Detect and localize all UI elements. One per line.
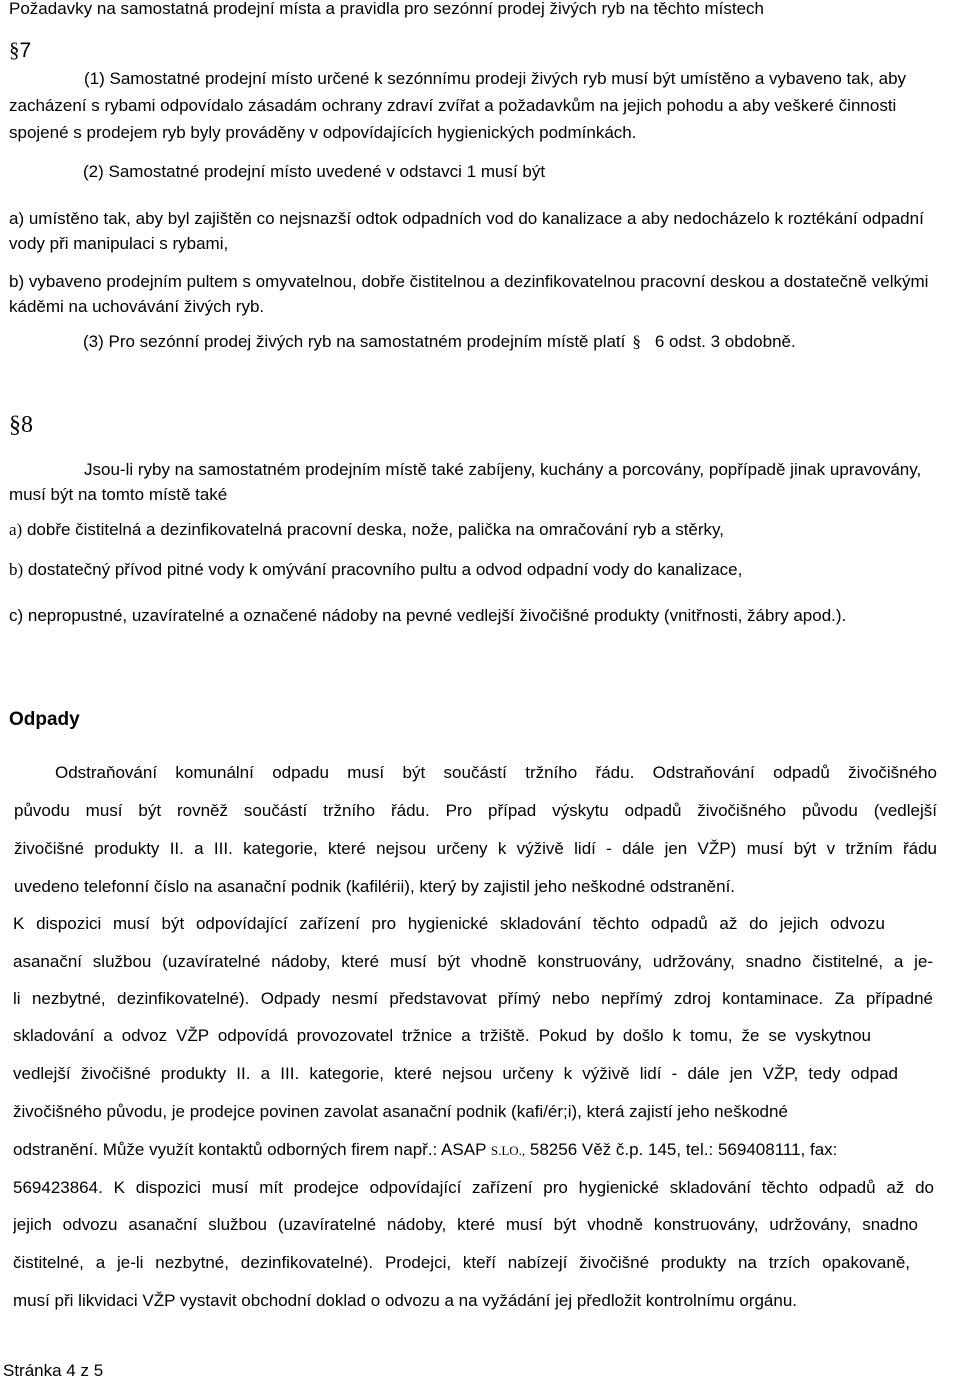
section-symbol: § [9,412,21,438]
page-footer: Stránka 4 z 5 [3,1361,104,1380]
item-b-marker: b) [9,560,24,579]
odpady-line: uvedeno telefonní číslo na asanační podnik (kafilérii), který by zajistil jeho neškodné odstranění. [14,877,736,896]
odpady-contact-line [13,1140,837,1160]
odpady-line: čistitelné, a je-li nezbytné, dezinfikovatelné). Prodejci, kteří nabízejí živočišné produkty na trzích opakovaně, [13,1253,910,1272]
section-symbol: § [9,38,20,62]
company-suffix: S.LO., [490,1143,526,1158]
section-7-heading [9,38,31,63]
paragraph-3-section-symbol: § [632,332,641,351]
odpady-line: li nezbytné, dezinfikovatelné). Odpady nesmí představovat přímý nebo nepřímý zdroj kontaminace. Za případné [13,989,933,1008]
section-8-intro: Jsou-li ryby na samostatném prodejním místě také zabíjeny, kuchány a porcovány, popřípadě jinak upravovány, musí být na tomto místě také [9,460,922,504]
section-7-item-a: a) umístěno tak, aby byl zajištěn co nejsnazší odtok odpadních vod do kanalizace a aby nedocházelo k roztékání odpadní vody při manipulaci s rybami, [9,209,924,253]
item-a-marker: a) [9,520,23,539]
odpady-line: vedlejší živočišné produkty II. a III. kategorie, které nejsou určeny k výživě lidí - dále jen VŽP, tedy odpad [13,1064,898,1083]
section-7-paragraph-2: (2) Samostatné prodejní místo uvedené v odstavci 1 musí být [83,162,546,181]
odpady-line: původu musí být rovněž součástí tržního řádu. Pro případ výskytu odpadů živočišného původu (vedlejší [14,801,937,820]
section-8-item-b [9,560,742,580]
odpady-line: živočišné produkty II. a III. kategorie, které nejsou určeny k výživě lidí - dále jen VŽP) musí být v tržním řádu [14,839,937,858]
section-number: 8 [21,412,33,438]
odpady-line: asanační službou (uzavíratelné nádoby, které musí být vhodně konstruovány, udržovány, snadno čistitelné, a je- [13,952,933,971]
odpady-line: 569423864. K dispozici musí mít prodejce odpovídající zařízení pro hygienické skladování těchto odpadů až do [13,1178,934,1197]
odpady-line: Odstraňování komunální odpadu musí být součástí tržního řádu. Odstraňování odpadů živočišného [55,763,937,782]
odpady-line: musí při likvidaci VŽP vystavit obchodní doklad o odvozu a na vyžádání jej předložit kontrolnímu orgánu. [13,1291,797,1310]
section-number: 7 [19,39,32,62]
odpady-line: živočišného původu, je prodejce povinen zavolat asanační podnik (kafi/ér;i), která zajistí jeho neškodné [13,1102,788,1121]
odpady-heading: Odpady [9,709,80,730]
section-8-heading [9,412,33,439]
section-7-paragraph-3 [83,332,796,352]
paragraph-3-reference: 6 odst. 3 obdobně. [654,332,796,351]
odpady-line: K dispozici musí být odpovídající zařízení pro hygienické skladování těchto odpadů až do jejich odvozu [13,914,885,933]
section-8-item-c: c) nepropustné, uzavíratelné a označené nádoby na pevné vedlejší živočišné produkty (vnitřnosti, žábry apod.). [9,606,847,625]
section-7-paragraph-1: (1) Samostatné prodejní místo určené k sezónnímu prodeji živých ryb musí být umístěno a vybaveno tak, aby zacházení s rybami odpovídalo zásadám ochrany zdraví zvířat a požadavkům na jejich pohodu a aby veškeré činnosti spojené s prodejem ryb byly prováděny v odpovídajících hygienických podmínkách. [9,69,907,142]
contact-text: odstranění. Může využít kontaktů odborných firem např.: ASAP [13,1140,487,1159]
odpady-line: skladování a odvoz VŽP odpovídá provozovatel tržnice a tržiště. Pokud by došlo k tomu, že se vyskytnou [13,1026,871,1045]
contact-details: 58256 Věž č.p. 145, tel.: 569408111, fax: [529,1140,838,1159]
section-7-item-b: b) vybaveno prodejním pultem s omyvatelnou, dobře čistitelnou a dezinfikovatelnou pracovní deskou a dostatečně velkými káděmi na uchovávání živých ryb. [9,272,929,316]
page-header: Požadavky na samostatná prodejní místa a pravidla pro sezónní prodej živých ryb na těchto místech [9,0,765,18]
paragraph-3-text: (3) Pro sezónní prodej živých ryb na samostatném prodejním místě platí [83,332,626,351]
item-a-text: dobře čistitelná a dezinfikovatelná pracovní deska, nože, palička na omračování ryb a stěrky, [26,520,725,539]
odpady-line: jejich odvozu asanační službou (uzavíratelné nádoby, které musí být vhodně konstruovány, udržovány, snadno [13,1215,918,1234]
item-b-text: dostatečný přívod pitné vody k omývání pracovního pultu a odvod odpadní vody do kanalizace, [27,560,743,579]
section-8-item-a [9,520,724,540]
